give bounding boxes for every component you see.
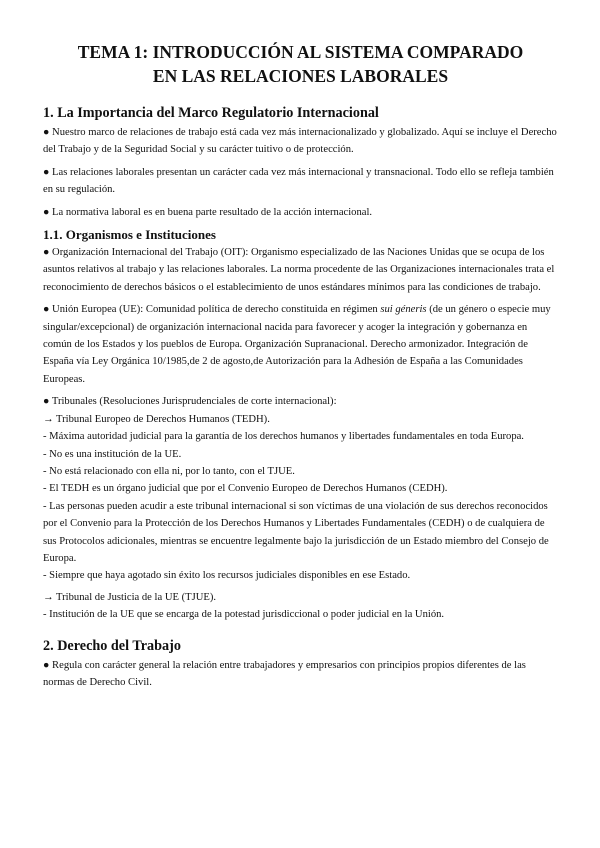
ue-paragraph — [43, 301, 558, 388]
section-1-bullet-3: ● La normativa laboral es en buena parte resultado de la acción internacional. — [43, 206, 373, 218]
document-title — [43, 40, 558, 88]
section-2-bullet: ● Regula con carácter general la relación entre trabajadores y empresarios con principios propios diferentes de las normas de Derecho Civil. — [43, 659, 526, 688]
section-1-heading: 1. La Importancia del Marco Regulatorio Internacional — [43, 105, 379, 121]
tedh-line: - Siempre que haya agotado sin éxito los recursos judiciales disponibles en ese Estado. — [43, 570, 411, 582]
section-2-heading: 2. Derecho del Trabajo — [43, 637, 181, 654]
ue-text-end: (de un género o especie muy singular/excepcional) de organización internacional nacida para favorecer y acoger la integración y gobernanza en común de los Estados y los pueblos de Europa. Organización Supranacional. Derecho armonizador. Integración de España vía Ley Orgánica 10/1985,de 2 de agosto,de Autorización para la Adhesión de España a las Comunidades Europeas. — [43, 304, 551, 385]
tedh-line: - No está relacionado con ella ni, por lo tanto, con el TJUE. — [43, 465, 295, 477]
tribunales-intro: ● Tribunales (Resoluciones Jurisprudenciales de corte internacional): — [43, 396, 337, 408]
tedh-line: - Máxima autoridad judicial para la garantía de los derechos humanos y libertades fundamentales en toda Europa. — [43, 431, 524, 443]
tedh-line: - No es una institución de la UE. — [43, 448, 182, 460]
section-1-1-heading: 1.1. Organismos e Instituciones — [43, 227, 216, 243]
tedh-line: → Tribunal Europeo de Derechos Humanos (TEDH). — [43, 413, 270, 425]
oit-paragraph: ● Organización Internacional del Trabajo (OIT): Organismo especializado de las Naciones Unidas que se ocupa de los asuntos relativos al trabajo y las relaciones laborales. La norma procedente de las Organizaciones internacionales trata el reconocimiento de derechos básicos o el establecimiento de unos estándares mínimos para las condiciones de trabajo. — [43, 247, 555, 293]
title-line-2: EN LAS RELACIONES LABORALES — [152, 66, 449, 86]
section-1-bullet-1: ● Nuestro marco de relaciones de trabajo está cada vez más internacionalizado y globalizado. Aquí se incluye el Derecho del Trabajo y de la Seguridad Social y su carácter tuitivo o de protección. — [43, 127, 557, 156]
tribunales-block — [43, 393, 558, 623]
section-1-bullet-2: ● Las relaciones laborales presentan un carácter cada vez más internacional y transnacional. Todo ello se refleja también en su regulación. — [43, 166, 554, 196]
tjue-line: - Institución de la UE que se encarga de la potestad jurisdiccional o poder judicial en la Unión. — [43, 609, 445, 621]
ue-text-start: ● Unión Europea (UE): Comunidad política de derecho constituida en régimen — [43, 304, 381, 316]
title-line-1: TEMA 1: INTRODUCCIÓN AL SISTEMA COMPARADO — [77, 42, 524, 62]
tedh-line: - Las personas pueden acudir a este tribunal internacional si son víctimas de una violación de sus derechos reconocidos por el Convenio para la Protección de los Derechos Humanos y Libertades Fundamentales (CEDH) o de cualquiera de sus Protocolos adicionales, mientras se encuentre legalmente bajo la jurisdicción de un Estado miembro del Consejo de Europa. — [43, 500, 549, 564]
ue-italic-term: sui géneris — [380, 304, 427, 316]
tedh-line: - El TEDH es un órgano judicial que por el Convenio Europeo de Derechos Humanos (CEDH). — [43, 483, 448, 495]
tjue-line: → Tribunal de Justicia de la UE (TJUE). — [43, 591, 217, 603]
